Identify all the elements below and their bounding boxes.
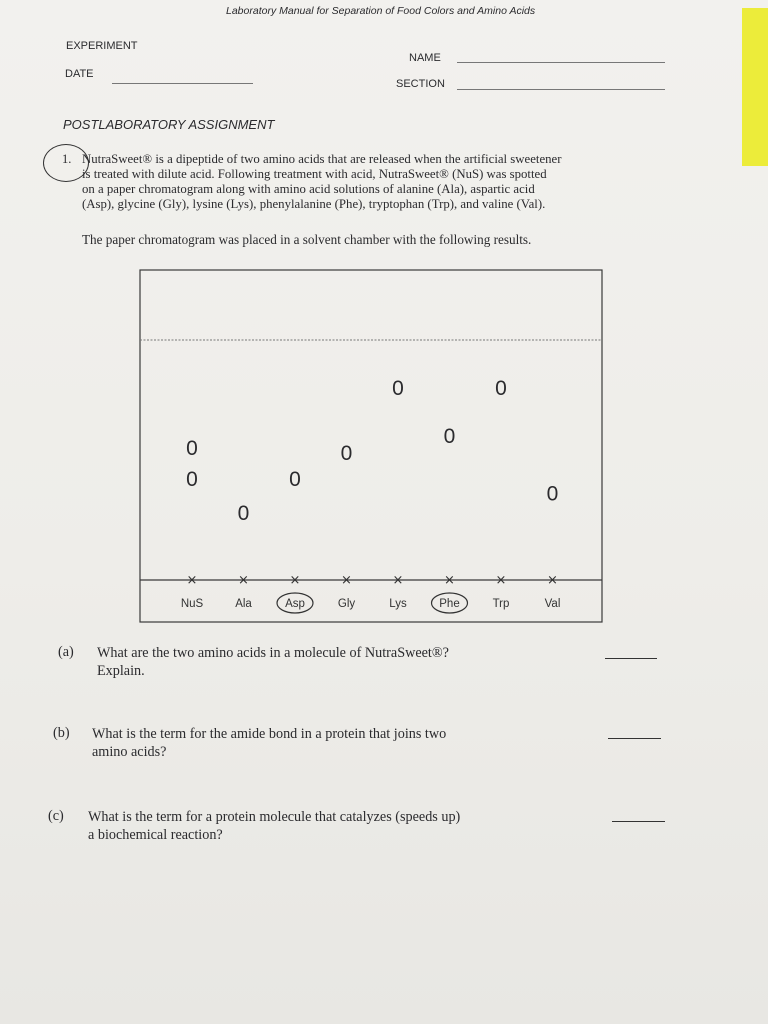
origin-mark-gly: × <box>341 573 352 588</box>
subquestion-a-text <box>97 644 597 680</box>
subquestion-line: Explain. <box>97 663 145 679</box>
manual-header-title: Laboratory Manual for Separation of Food Colors and Amino Acids <box>226 5 536 17</box>
lane-label-phe: Phe <box>439 598 460 610</box>
lane-label-val: Val <box>544 598 561 610</box>
sticky-note <box>742 8 768 166</box>
subquestion-b-label: (b) <box>53 725 70 741</box>
question-1-line: on a paper chromatogram along with amino acid solutions of alanine (Ala), aspartic acid <box>82 182 535 196</box>
question-1-line: is treated with dilute acid. Following treatment with acid, NutraSweet® (NuS) was spotted <box>82 167 547 181</box>
question-1-number: 1. <box>62 152 72 166</box>
spot-nus: 0 <box>186 437 198 460</box>
question-1-line: NutraSweet® is a dipeptide of two amino acids that are released when the artificial sweetener <box>82 152 562 166</box>
subquestion-b-text <box>92 725 592 761</box>
section-answer-line[interactable] <box>457 89 665 90</box>
section-label: SECTION <box>396 78 445 90</box>
origin-mark-phe: × <box>444 573 455 588</box>
spot-gly: 0 <box>340 441 353 465</box>
answer-a-line[interactable] <box>605 658 657 659</box>
spot-lys: 0 <box>392 377 404 400</box>
name-answer-line[interactable] <box>457 62 665 63</box>
subquestion-c-label: (c) <box>48 808 64 824</box>
spots-layer <box>186 377 558 525</box>
answer-c-line[interactable] <box>612 821 665 822</box>
paper-chromatogram <box>130 262 610 632</box>
question-1-text <box>82 152 692 212</box>
subquestion-line: What is the term for the amide bond in a protein that joins two <box>92 726 447 742</box>
lane-label-asp: Asp <box>285 598 305 610</box>
chromatogram-border <box>140 270 602 622</box>
name-label: NAME <box>409 52 441 64</box>
subquestion-line: What are the two amino acids in a molecule of NutraSweet®? <box>97 645 449 661</box>
origin-mark-ala: × <box>238 573 249 588</box>
lane-label-nus: NuS <box>180 598 204 610</box>
spot-phe: 0 <box>443 425 456 448</box>
assignment-title: POSTLABORATORY ASSIGNMENT <box>63 117 275 132</box>
subquestion-line: What is the term for a protein molecule that catalyzes (speeds up) <box>88 809 461 825</box>
lane-label-lys: Lys <box>389 598 407 610</box>
lane-labels-layer <box>181 593 561 613</box>
subquestion-line: amino acids? <box>92 744 167 760</box>
origin-mark-trp: × <box>495 573 507 588</box>
answer-b-line[interactable] <box>608 738 661 739</box>
spot-val: 0 <box>546 482 559 506</box>
origin-mark-lys: × <box>392 573 404 588</box>
experiment-label: EXPERIMENT <box>66 40 138 52</box>
spot-nus: 0 <box>186 468 198 492</box>
spot-ala: 0 <box>237 501 250 525</box>
subquestion-c-text <box>88 808 608 844</box>
spot-trp: 0 <box>495 377 507 400</box>
origin-mark-nus: × <box>186 573 198 588</box>
chromatogram-intro: The paper chromatogram was placed in a solvent chamber with the following results. <box>82 232 532 247</box>
lane-label-trp: Trp <box>492 598 510 610</box>
origin-mark-asp: × <box>289 573 301 588</box>
date-answer-line[interactable] <box>112 83 253 84</box>
subquestion-line: a biochemical reaction? <box>88 827 223 843</box>
origin-mark-val: × <box>547 573 558 588</box>
lane-label-ala: Ala <box>235 598 252 610</box>
subquestion-a-label: (a) <box>58 644 74 660</box>
date-label: DATE <box>65 68 94 80</box>
question-1-line: (Asp), glycine (Gly), lysine (Lys), phenylalanine (Phe), tryptophan (Trp), and valine (Val). <box>82 197 546 211</box>
spot-asp: 0 <box>289 468 301 492</box>
lane-label-gly: Gly <box>337 598 356 610</box>
